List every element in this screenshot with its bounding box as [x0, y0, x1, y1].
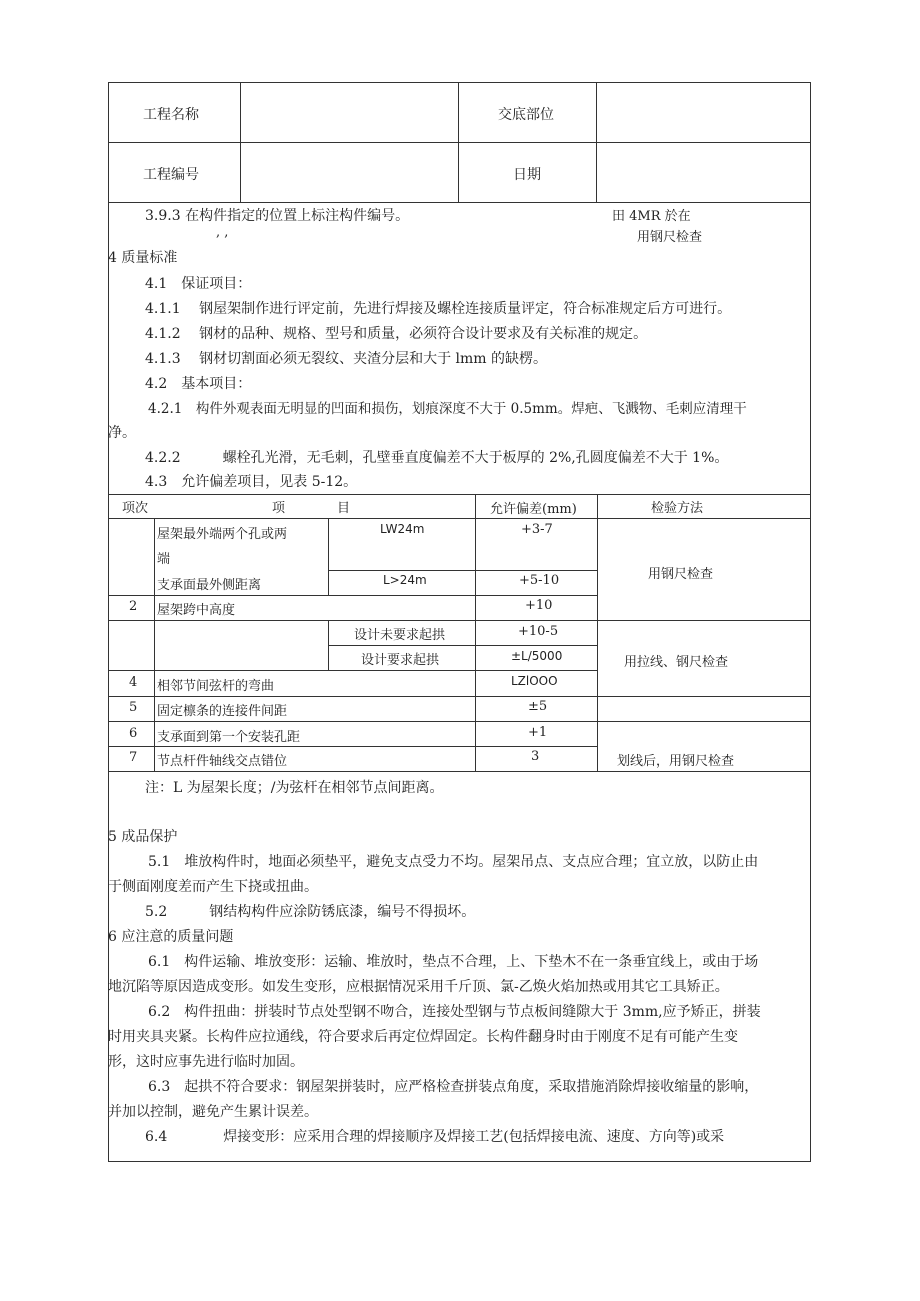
row1a-tolerance: +3-7	[521, 522, 553, 537]
row3a-condition: 设计未要求起拱	[354, 628, 446, 643]
header-item: 项 目	[272, 501, 351, 516]
row7-no: 7	[129, 750, 138, 765]
header-col-line-2	[458, 82, 459, 202]
top-note-right-1: 田 4MR 於在	[612, 209, 691, 224]
item-393: 3.9.3 在构件指定的位置上标注构件编号。	[145, 208, 410, 224]
row2-tolerance: +10	[525, 598, 553, 613]
header-row-divider	[108, 142, 811, 143]
row1-mid-line	[328, 570, 597, 571]
table-header-bottom	[108, 518, 811, 519]
commas-mark: , ,	[216, 225, 229, 240]
row3b-condition: 设计要求起拱	[361, 653, 440, 668]
item-62-line1: 6.2 构件扭曲：拼装时节点处型钢不吻合，连接处型钢与节点板间缝隙大于 3mm,应予矫正，拼装	[148, 1004, 761, 1020]
header-col-line-3	[596, 82, 597, 202]
row7-method: 划线后，用钢尺检查	[617, 754, 735, 769]
date-label: 日期	[513, 167, 541, 183]
row1b-condition: L>24m	[383, 573, 427, 587]
row1a-condition: LW24m	[380, 522, 425, 536]
part-label: 交底部位	[498, 107, 554, 123]
row6-tolerance: +1	[528, 725, 548, 740]
item-43: 4.3 允许偏差项目，见表 5-12。	[145, 474, 358, 490]
row2-no: 2	[129, 599, 138, 614]
row4-bottom	[108, 696, 811, 697]
header-method: 检验方法	[651, 501, 704, 516]
header-tolerance: 允许偏差(mm)	[490, 502, 577, 517]
item-61-line1: 6.1 构件运输、堆放变形：运输、堆放时，垫点不合理，上、下垫木不在一条垂宜线上，或由于场	[148, 954, 759, 970]
row1-item-line2: 端	[157, 552, 171, 567]
row2-bottom	[108, 620, 811, 621]
item-62-line3: 形，这时应事先进行临时加固。	[108, 1054, 304, 1070]
top-note-right-2: 用钢尺检查	[637, 230, 703, 245]
table-bottom-line	[108, 771, 811, 772]
item-411: 4.1.1 钢屋架制作进行评定前，先进行焊接及螺栓连接质量评定，符合标准规定后方可进行。	[145, 301, 732, 317]
project-name-label: 工程名称	[143, 107, 199, 123]
row6-item: 支承面到第一个安装孔距	[157, 730, 301, 745]
table-note: 注：L 为屋架长度；/为弦杆在相邻节点间距离。	[145, 780, 444, 796]
row6-no: 6	[129, 726, 138, 741]
row7-tolerance: 3	[531, 749, 540, 764]
row3-mid-line	[328, 645, 597, 646]
col-tol-line	[475, 494, 476, 771]
item-61-line2: 地沉陷等原因造成变形。如发生变形，应根据情况采用千斤顶、氯-乙焕火焰加热或用其它工具矫正。	[108, 979, 729, 995]
item-63-line1: 6.3 起拱不符合要求：钢屋架拼装时，应严格检查拼装点角度，采取措施消除焊接收缩量的影响，	[148, 1079, 759, 1095]
row3a-tolerance: +10-5	[518, 624, 559, 639]
row4-tolerance: LZlOOO	[511, 674, 558, 688]
row3-bottom	[108, 670, 597, 671]
row2-item: 屋架跨中高度	[157, 603, 236, 618]
row3b-tolerance: ±L/5000	[511, 649, 563, 663]
item-422: 4.2.2 螺栓孔光滑，无毛刺，孔壁垂直度偏差不大于板厚的 2%,孔圆度偏差不大于 1%。	[145, 450, 729, 466]
row5-bottom	[108, 721, 811, 722]
col-cond-line-a	[328, 518, 329, 595]
row5-no: 5	[129, 700, 138, 715]
item-52: 5.2 钢结构构件应涂防锈底漆，编号不得损坏。	[145, 904, 476, 920]
col-method-line	[597, 494, 598, 771]
item-51-line1: 5.1 堆放构件时，地面必须垫平，避免支点受力不均。屋架吊点、支点应合理；宜立放，以防止由	[148, 854, 759, 870]
row1-item-line3: 支承面最外侧距离	[157, 578, 262, 593]
row4-item: 相邻节间弦杆的弯曲	[157, 679, 275, 694]
item-51-line2: 于侧面刚度差而产生下挠或扭曲。	[108, 879, 318, 895]
section-6-title: 6 应注意的质量问题	[108, 929, 234, 945]
table-top-line	[108, 494, 811, 495]
header-no: 项次	[122, 501, 149, 516]
item-412: 4.1.2 钢材的品种、规格、型号和质量，必须符合设计要求及有关标准的规定。	[145, 326, 648, 342]
row3-method: 用拉线、钢尺检查	[624, 655, 729, 670]
item-413: 4.1.3 钢材切割面必须无裂纹、夹渣分层和大于 lmm 的缺楞。	[145, 351, 547, 367]
row1-method: 用钢尺检查	[648, 567, 714, 582]
row5-item: 固定檩条的连接件间距	[157, 704, 288, 719]
item-63-line2: 并加以控制，避免产生累计误差。	[108, 1104, 318, 1120]
row5-tolerance: ±5	[528, 699, 548, 714]
item-421-line1: 4.2.1 构件外观表面无明显的凹面和损伤，划痕深度不大于 0.5mm。焊疤、飞溅物、毛刺应清理干	[148, 401, 747, 417]
row7-item: 节点杆件轴线交点错位	[157, 754, 288, 769]
section-5-title: 5 成品保护	[108, 829, 178, 845]
item-41: 4.1 保证项目：	[145, 276, 252, 292]
row6-bottom	[108, 746, 597, 747]
header-col-line-1	[240, 82, 241, 202]
item-42: 4.2 基本项目：	[145, 376, 252, 392]
row1-item-line1: 屋架最外端两个孔或两	[157, 527, 288, 542]
col-no-line	[154, 518, 155, 771]
row4-no: 4	[129, 675, 138, 690]
item-62-line2: 时用夹具夹紧。长构件应拉通线，符合要求后再定位焊固定。长构件翻身时由于刚度不足有可能产生变	[108, 1029, 738, 1045]
row1-bottom	[108, 595, 597, 596]
header-bottom-line	[108, 202, 811, 203]
row1b-tolerance: +5-10	[519, 573, 560, 588]
item-421-line2: 净。	[108, 425, 136, 441]
section-4-title: 4 质量标准	[108, 250, 178, 266]
col-cond-line-b	[328, 620, 329, 670]
project-no-label: 工程编号	[143, 167, 199, 183]
item-64: 6.4 焊接变形：应采用合理的焊接顺序及焊接工艺(包括焊接电流、速度、方向等)或采	[145, 1129, 725, 1145]
